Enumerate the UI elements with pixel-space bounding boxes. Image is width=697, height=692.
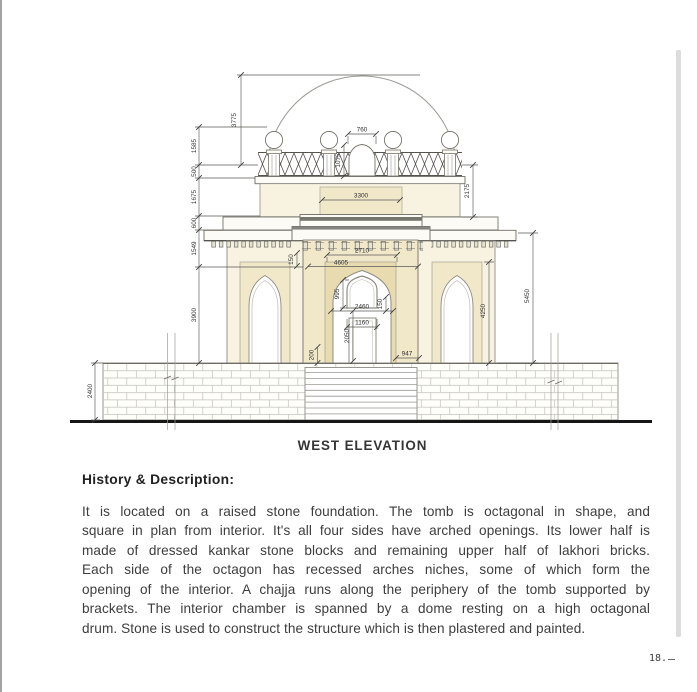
- dim-label-arch-panel-width: 2710: [354, 247, 370, 255]
- dim-label-arch-panel-height: 4250: [480, 303, 487, 319]
- footer-line: [668, 659, 675, 661]
- dim-label-drum-panel-width: 3300: [353, 192, 369, 200]
- page-number: [649, 653, 675, 664]
- dim-label-pier-width: 947: [401, 350, 413, 358]
- page-number-text: 18.: [649, 653, 668, 664]
- drawing-title: WEST ELEVATION: [297, 438, 428, 453]
- dim-label-reveal-right: 150: [377, 298, 384, 310]
- paragraph-line: Each side of the octagon has recessed arches niches, some of which form the: [82, 562, 650, 578]
- paragraph-line: brackets. The interior chamber is spanned by a dome resting on a high octagonal: [82, 601, 650, 617]
- dim-label-niche-height: 995: [334, 288, 341, 300]
- stairs: [305, 368, 417, 421]
- right-arch-niche: [432, 262, 482, 364]
- dim-label-dome-rise: 3775: [231, 112, 238, 128]
- dim-label-door-width: 1160: [355, 319, 369, 327]
- dim-label-bay-width: 4605: [333, 259, 349, 267]
- merlon-arch: [349, 145, 375, 177]
- parapet: [255, 131, 465, 183]
- paragraph-line: drum. Stone is used to construct the structure which is then plastered and painted.: [82, 620, 586, 636]
- dim-label-door-height: 2050: [344, 328, 351, 344]
- dim-label-foundation-height: 2400: [87, 383, 94, 399]
- dim-label-finial-height: 1585: [191, 138, 198, 154]
- dim-label-wall-height: 3900: [191, 307, 198, 323]
- central-arch-opening: [325, 259, 396, 364]
- ground-line: [70, 420, 652, 423]
- dim-label-merlon-height: 1075: [335, 153, 342, 168]
- scrollbar[interactable]: [676, 50, 681, 637]
- dim-label-plinth-offset: 200: [308, 349, 316, 361]
- left-arch-niche: [240, 262, 290, 364]
- dim-label-reveal-left: 150: [288, 254, 295, 265]
- paragraph-line: made of dressed kankar stone blocks and remaining upper half of lakhori bricks.: [82, 542, 650, 558]
- dim-label-facade-height: 5450: [524, 288, 531, 304]
- main-storey: [227, 240, 495, 364]
- dim-label-arch-width: 2460: [354, 303, 370, 311]
- dim-label-drum-height: 1675: [191, 189, 198, 205]
- dim-label-chajja-zone: 1549: [191, 241, 198, 256]
- dim-label-cornice-height: 600: [191, 217, 198, 229]
- dim-label-merlon-width: 760: [356, 126, 368, 134]
- dim-label-parapet-band: 500: [191, 166, 198, 177]
- paragraph-line: It is located on a raised stone foundation. The tomb is octagonal in shape, and: [82, 504, 650, 519]
- paragraph-line: square in plan from interior. It's all four sides have arched openings. Its lower half is: [82, 523, 650, 539]
- paragraph-line: opening of the interior. A chajja runs along the periphery of the tomb supported by: [82, 581, 650, 597]
- dim-label-upper-storey-height: 2175: [464, 183, 471, 199]
- section-heading: History & Description:: [82, 472, 235, 487]
- description-paragraph: [82, 502, 650, 638]
- window-edge: [0, 0, 2, 692]
